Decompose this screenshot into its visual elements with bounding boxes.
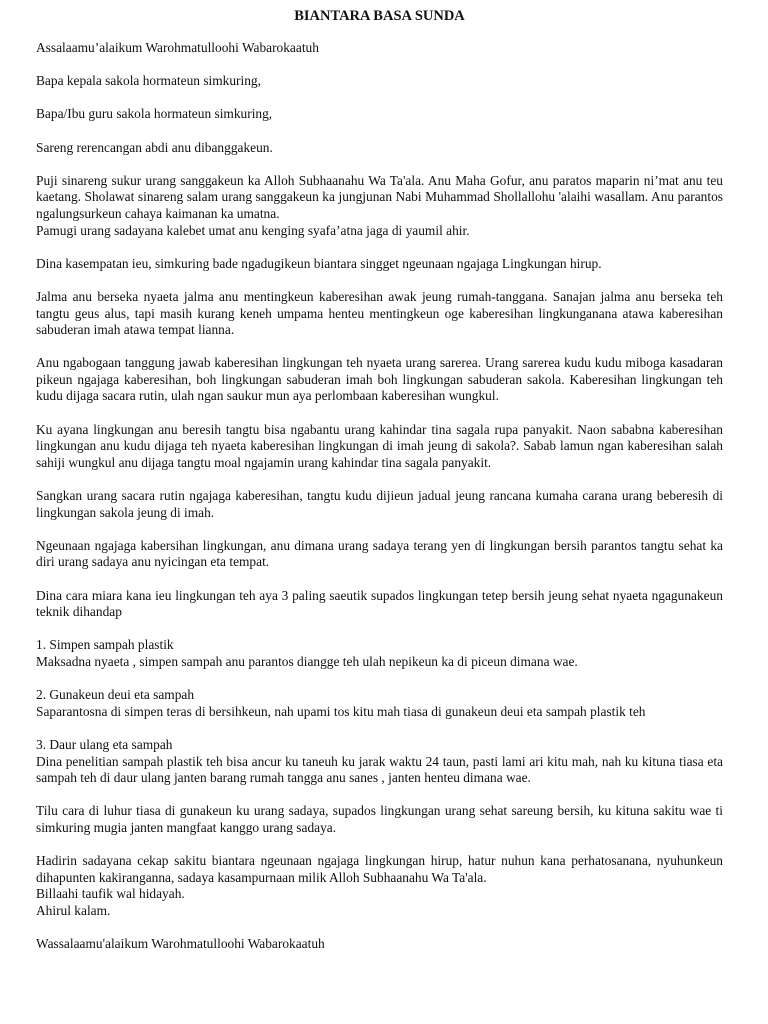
paragraph-line: Hadirin sadayana cekap sakitu biantara ngeunaan ngajaga lingkungan hirup, hatur nuhun kana perhatosanana, nyuhunkeun dihapunten kakiranganna, sadaya kasampurnaan milik Alloh Subhaanahu Wa Ta'ala. xyxy=(36,853,723,885)
paragraph-line: 2. Gunakeun deui eta sampah xyxy=(36,687,195,703)
paragraph-line: Sangkan urang sacara rutin ngajaga kaberesihan, tangtu kudu dijieun jadual jeung rancana kumaha carana urang beberesih di lingkungan sakola jeung di imah. xyxy=(36,488,723,520)
paragraph xyxy=(36,140,723,157)
paragraph-line: Ku ayana lingkungan anu beresih tangtu bisa ngabantu urang kahindar tina sagala rupa panyakit. Naon sababna kaberesihan lingkungan anu kudu dijaga teh nyaeta kaberesihan lingkungan di imah jeung di sakola?. Sabab lamun ngan kaberesihan salah sahiji wungkul anu dijaga tangtu moal ngajamin urang kahindar tina sagala panyakit. xyxy=(36,421,723,470)
paragraph-line: Pamugi urang sadayana kalebet umat anu kenging syafa’atna jaga di yaumil ahir. xyxy=(36,222,470,238)
paragraph-line: Billaahi taufik wal hidayah. xyxy=(36,886,185,902)
paragraph-line: Tilu cara di luhur tiasa di gunakeun ku urang sadaya, supados lingkungan urang sehat sareung bersih, ku kituna sakitu wae ti simkuring mugia janten mangfaat kanggo urang sadaya. xyxy=(36,803,723,835)
paragraph-line: Assalaamu’alaikum Warohmatulloohi Wabarokaatuh xyxy=(36,40,319,55)
paragraph xyxy=(36,289,723,339)
document-page xyxy=(36,6,723,969)
paragraph xyxy=(36,173,723,239)
paragraph-line: Bapa/Ibu guru sakola hormateun simkuring, xyxy=(36,106,273,122)
paragraph-line: Bapa kepala sakola hormateun simkuring, xyxy=(36,73,261,89)
paragraph-line: Dina kasempatan ieu, simkuring bade ngadugikeun biantara singget ngeunaan ngajaga Lingkungan hirup. xyxy=(36,255,602,271)
paragraph-line: Ahirul kalam. xyxy=(36,902,111,918)
paragraph xyxy=(36,936,723,953)
paragraph xyxy=(36,637,723,670)
paragraph xyxy=(36,853,723,919)
paragraph-line: Puji sinareng sukur urang sanggakeun ka Alloh Subhaanahu Wa Ta'ala. Anu Maha Gofur, anu paratos maparin ni’mat anu teu kaetang. Sholawat sinareng salam urang sanggakeun ka jungjunan Nabi Muhammad Shollallohu 'alaihi wasallam. Anu parantos ngalungsurkeun cahaya kaimanan ka umatna. xyxy=(36,172,723,221)
paragraph-line: 1. Simpen sampah plastik xyxy=(36,637,174,653)
paragraph xyxy=(36,588,723,621)
paragraph-line: 3. Daur ulang eta sampah xyxy=(36,736,173,752)
paragraph xyxy=(36,803,723,836)
paragraph-line: Anu ngabogaan tanggung jawab kaberesihan lingkungan teh nyaeta urang sarerea. Urang sarerea kudu kudu miboga kasadaran pikeun ngajaga kaberesihan, boh lingkungan sabuderan imah boh lingkungan sabuderan sakola. Kaberesihan lingkungan teh kudu dijaga sacara rutin, ulah ngan saukur mun aya perlombaan kaberesihan wungkul. xyxy=(36,355,723,404)
paragraph xyxy=(36,73,723,90)
paragraph xyxy=(36,737,723,787)
paragraph-line: Sareng rerencangan abdi anu dibanggakeun. xyxy=(36,139,273,155)
paragraph xyxy=(36,40,723,57)
paragraph xyxy=(36,488,723,521)
paragraph-line: Saparantosna di simpen teras di bersihkeun, nah upami tos kitu mah tiasa di gunakeun deui eta sampah plastik teh xyxy=(36,703,646,719)
paragraph-line: Ngeunaan ngajaga kabersihan lingkungan, anu dimana urang sadaya terang yen di lingkungan bersih parantos tangtu sehat ka diri urang sadaya anu nyicingan eta tempat. xyxy=(36,537,723,570)
paragraph-line: Dina penelitian sampah plastik teh bisa ancur ku taneuh ku jarak waktu 24 taun, pasti lami ari kitu mah, nah ku kituna tiasa eta sampah teh di daur ulang janten barang rumah tangga anu sanes , janten henteu dimana wae. xyxy=(36,753,723,786)
paragraph xyxy=(36,355,723,405)
paragraph xyxy=(36,256,723,273)
document-body xyxy=(36,40,723,953)
document-title: BIANTARA BASA SUNDA xyxy=(294,8,465,24)
paragraph xyxy=(36,687,723,720)
paragraph xyxy=(36,422,723,472)
paragraph xyxy=(36,106,723,123)
paragraph xyxy=(36,538,723,571)
paragraph-line: Jalma anu berseka nyaeta jalma anu mentingkeun kaberesihan awak jeung rumah-tanggana. Sanajan jalma anu berseka teh tangtu geus alus, tapi masih kurang keneh umpama henteu mentingkeun oge kaberesihan lingkunganana atawa kaberesihan sabuderan imah atawa tempat lianna. xyxy=(36,288,723,338)
paragraph-line: Wassalaamu'alaikum Warohmatulloohi Wabarokaatuh xyxy=(36,936,325,952)
paragraph-line: Maksadna nyaeta , simpen sampah anu parantos diangge teh ulah nepikeun ka di piceun dimana wae. xyxy=(36,653,578,669)
paragraph-line: Dina cara miara kana ieu lingkungan teh aya 3 paling saeutik supados lingkungan tetep bersih jeung sehat nyaeta ngagunakeun teknik dihandap xyxy=(36,587,723,620)
